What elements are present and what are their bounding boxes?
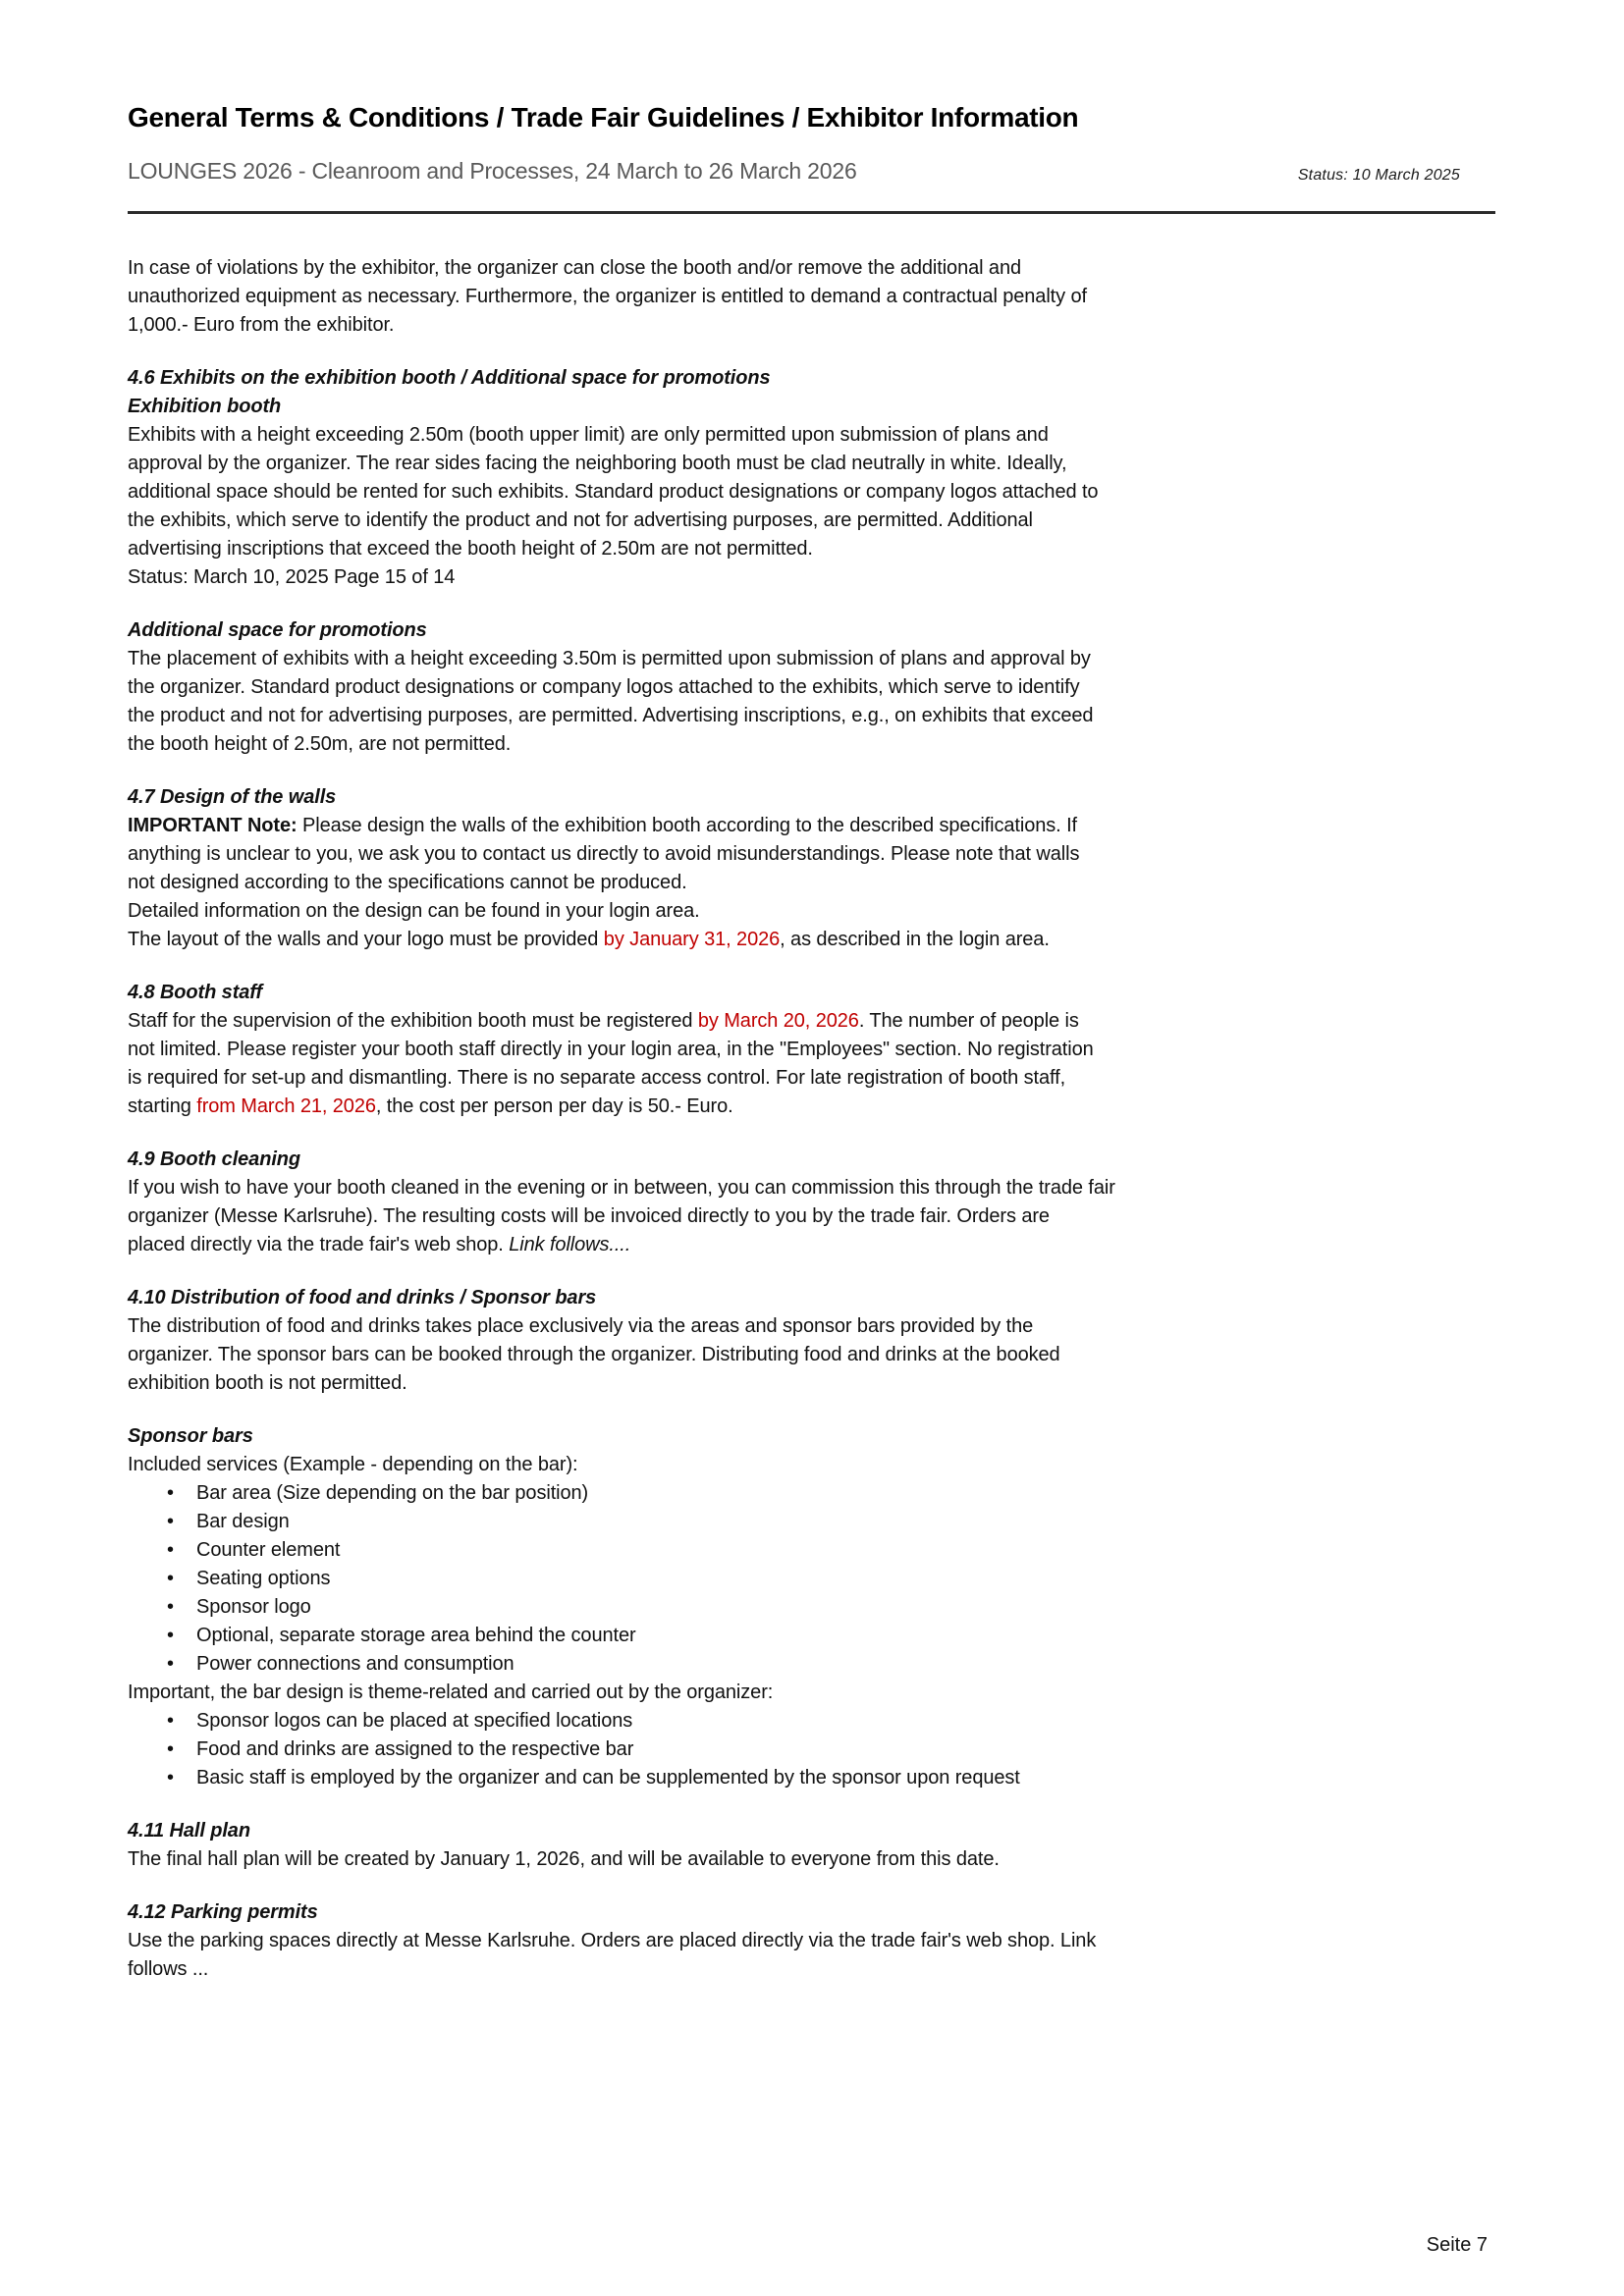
text-run: Power connections and consumption [196,1653,514,1675]
text-line [128,1312,1495,1341]
section-heading [128,1422,1495,1451]
text-line [128,535,1495,563]
text-line [128,783,1495,812]
text-line [128,283,1495,311]
deadline-text: from March 21, 2026 [196,1095,376,1117]
list-item [128,1707,1495,1735]
text-run: The layout of the walls and your logo must be provided [128,929,604,950]
text-line [128,1007,1495,1036]
text-line [128,1202,1495,1231]
text-run: organizer. The sponsor bars can be booked through the organizer. Distributing food and drinks at the booked [128,1344,1060,1365]
text-run: 4.11 Hall plan [128,1820,250,1842]
list-item [128,1536,1495,1565]
text-run: Please design the walls of the exhibition booth according to the described specifications. If [297,815,1077,836]
text-run: 4.7 Design of the walls [128,786,337,808]
text-line [128,926,1495,954]
text-line [128,393,1495,421]
paragraph [128,1312,1495,1398]
text-run: Sponsor logos can be placed at specified locations [196,1710,633,1732]
text-run: Staff for the supervision of the exhibition booth must be registered [128,1010,698,1032]
document-title: General Terms & Conditions / Trade Fair Guidelines / Exhibitor Information [128,102,1079,133]
text-line [128,1369,1495,1398]
section-heading [128,364,1495,393]
text-run: The final hall plan will be created by January 1, 2026, and will be available to everyone from this date. [128,1848,1000,1870]
section-heading [128,1284,1495,1312]
text-line [128,254,1495,283]
document-subheader [128,157,1495,185]
text-run: The distribution of food and drinks takes place exclusively via the areas and sponsor bars provided by the [128,1315,1034,1337]
text-run: . The number of people is [858,1010,1079,1032]
text-line [128,421,1495,450]
section-heading [128,616,1495,645]
text-line [128,840,1495,869]
text-line [128,364,1495,393]
text-run: Link follows.... [509,1234,631,1255]
paragraph [128,1451,1495,1479]
text-line [128,979,1495,1007]
text-line [128,507,1495,535]
text-run: additional space should be rented for such exhibits. Standard product designations or company logos attached to [128,481,1099,503]
list-item [128,1735,1495,1764]
paragraph [128,254,1495,340]
text-run: If you wish to have your booth cleaned in the evening or in between, you can commission this through the trade fair [128,1177,1115,1199]
text-line [128,1146,1495,1174]
deadline-text: by March 20, 2026 [697,1010,859,1032]
text-line [128,1422,1495,1451]
text-run: the booth height of 2.50m, are not permitted. [128,733,512,755]
text-run: Counter element [196,1539,341,1561]
text-run: starting [128,1095,197,1117]
page-content [128,101,1495,1984]
text-run: Status: March 10, 2025 Page 15 of 14 [128,566,456,588]
header-rule [128,211,1495,214]
text-run: 4.9 Booth cleaning [128,1148,301,1170]
text-run: IMPORTANT Note: [128,815,298,836]
page-number: Seite 7 [1426,2234,1488,2256]
bullet-list [128,1479,1495,1679]
paragraph [128,812,1495,954]
text-line [128,563,1495,592]
text-line [128,673,1495,702]
text-run: follows ... [128,1958,209,1980]
text-run: Included services (Example - depending on the bar): [128,1454,578,1475]
section-heading [128,1146,1495,1174]
text-line [128,1679,1495,1707]
text-run: Detailed information on the design can be found in your login area. [128,900,700,922]
section-heading [128,1817,1495,1845]
text-run: 4.10 Distribution of food and drinks / Sponsor bars [128,1287,597,1308]
text-run: Bar area (Size depending on the bar position) [196,1482,589,1504]
text-run: Exhibits with a height exceeding 2.50m (booth upper limit) are only permitted upon submission of plans and [128,424,1049,446]
text-line [128,1064,1495,1093]
paragraph [128,1927,1495,1984]
list-item [128,1650,1495,1679]
text-line [128,1341,1495,1369]
text-run: anything is unclear to you, we ask you to contact us directly to avoid misunderstandings. Please note that walls [128,843,1080,865]
paragraph [128,1174,1495,1259]
document-body [128,254,1495,1984]
text-run: Basic staff is employed by the organizer and can be supplemented by the sponsor upon request [196,1767,1020,1789]
text-line [128,1845,1495,1874]
text-line [128,812,1495,840]
text-run: Additional space for promotions [128,619,427,641]
paragraph [128,645,1495,759]
text-line [128,311,1495,340]
section-heading [128,979,1495,1007]
text-run: placed directly via the trade fair's web shop. [128,1234,510,1255]
text-run: the exhibits, which serve to identify the product and not for advertising purposes, are permitted. Additional [128,509,1033,531]
text-run: Optional, separate storage area behind the counter [196,1625,636,1646]
status-note: Status: 10 March 2025 [1297,167,1460,184]
list-item [128,1764,1495,1792]
text-run: organizer (Messe Karlsruhe). The resulting costs will be invoiced directly to you by the trade fair. Orders are [128,1205,1050,1227]
text-run: the organizer. Standard product designations or company logos attached to the exhibits, which serve to identify [128,676,1080,698]
text-line [128,1093,1495,1121]
list-item [128,1593,1495,1622]
paragraph [128,421,1495,592]
text-run: , as described in the login area. [780,929,1050,950]
text-run: The placement of exhibits with a height exceeding 3.50m is permitted upon submission of plans and approval by [128,648,1091,669]
text-line [128,897,1495,926]
text-run: Use the parking spaces directly at Messe Karlsruhe. Orders are placed directly via the trade fair's web shop. Link [128,1930,1097,1951]
text-run: Exhibition booth [128,396,282,417]
text-line [128,1174,1495,1202]
text-line [128,730,1495,759]
paragraph [128,1007,1495,1121]
text-line [128,702,1495,730]
text-line [128,1898,1495,1927]
text-run: is required for set-up and dismantling. There is no separate access control. For late registration of booth staff, [128,1067,1066,1089]
list-item [128,1565,1495,1593]
text-line [128,478,1495,507]
paragraph [128,1845,1495,1874]
text-line [128,1231,1495,1259]
text-line [128,645,1495,673]
section-heading [128,783,1495,812]
text-run: Sponsor logo [196,1596,311,1618]
text-run: Important, the bar design is theme-related and carried out by the organizer: [128,1682,774,1703]
text-line [128,1927,1495,1955]
text-run: , the cost per person per day is 50.- Euro. [375,1095,733,1117]
list-item [128,1479,1495,1508]
text-line [128,450,1495,478]
text-run: Seating options [196,1568,331,1589]
text-run: approval by the organizer. The rear sides facing the neighboring booth must be clad neutrally in white. Ideally, [128,453,1067,474]
deadline-text: by January 31, 2026 [603,929,781,950]
text-run: In case of violations by the exhibitor, the organizer can close the booth and/or remove the additional and [128,257,1021,279]
text-run: 4.6 Exhibits on the exhibition booth / Additional space for promotions [128,367,771,389]
text-line [128,616,1495,645]
text-line [128,1955,1495,1984]
text-line [128,1284,1495,1312]
text-run: 4.12 Parking permits [128,1901,318,1923]
text-line [128,869,1495,897]
text-run: Sponsor bars [128,1425,253,1447]
text-run: exhibition booth is not permitted. [128,1372,407,1394]
text-run: the product and not for advertising purposes, are permitted. Advertising inscriptions, e.g., on exhibits that exceed [128,705,1094,726]
text-run: Food and drinks are assigned to the respective bar [196,1738,634,1760]
event-subtitle: LOUNGES 2026 - Cleanroom and Processes, 24 March to 26 March 2026 [128,158,857,184]
text-run: 4.8 Booth staff [128,982,263,1003]
list-item [128,1622,1495,1650]
paragraph [128,1679,1495,1707]
section-heading [128,1898,1495,1927]
text-line [128,1036,1495,1064]
text-line [128,1451,1495,1479]
text-run: Bar design [196,1511,290,1532]
bullet-list [128,1707,1495,1792]
text-run: 1,000.- Euro from the exhibitor. [128,314,395,336]
text-run: not designed according to the specifications cannot be produced. [128,872,687,893]
section-heading [128,393,1495,421]
list-item [128,1508,1495,1536]
text-run: advertising inscriptions that exceed the booth height of 2.50m are not permitted. [128,538,813,560]
text-run: not limited. Please register your booth staff directly in your login area, in the "Employees" section. No registration [128,1039,1094,1060]
text-line [128,1817,1495,1845]
text-run: unauthorized equipment as necessary. Furthermore, the organizer is entitled to demand a contractual penalty of [128,286,1087,307]
